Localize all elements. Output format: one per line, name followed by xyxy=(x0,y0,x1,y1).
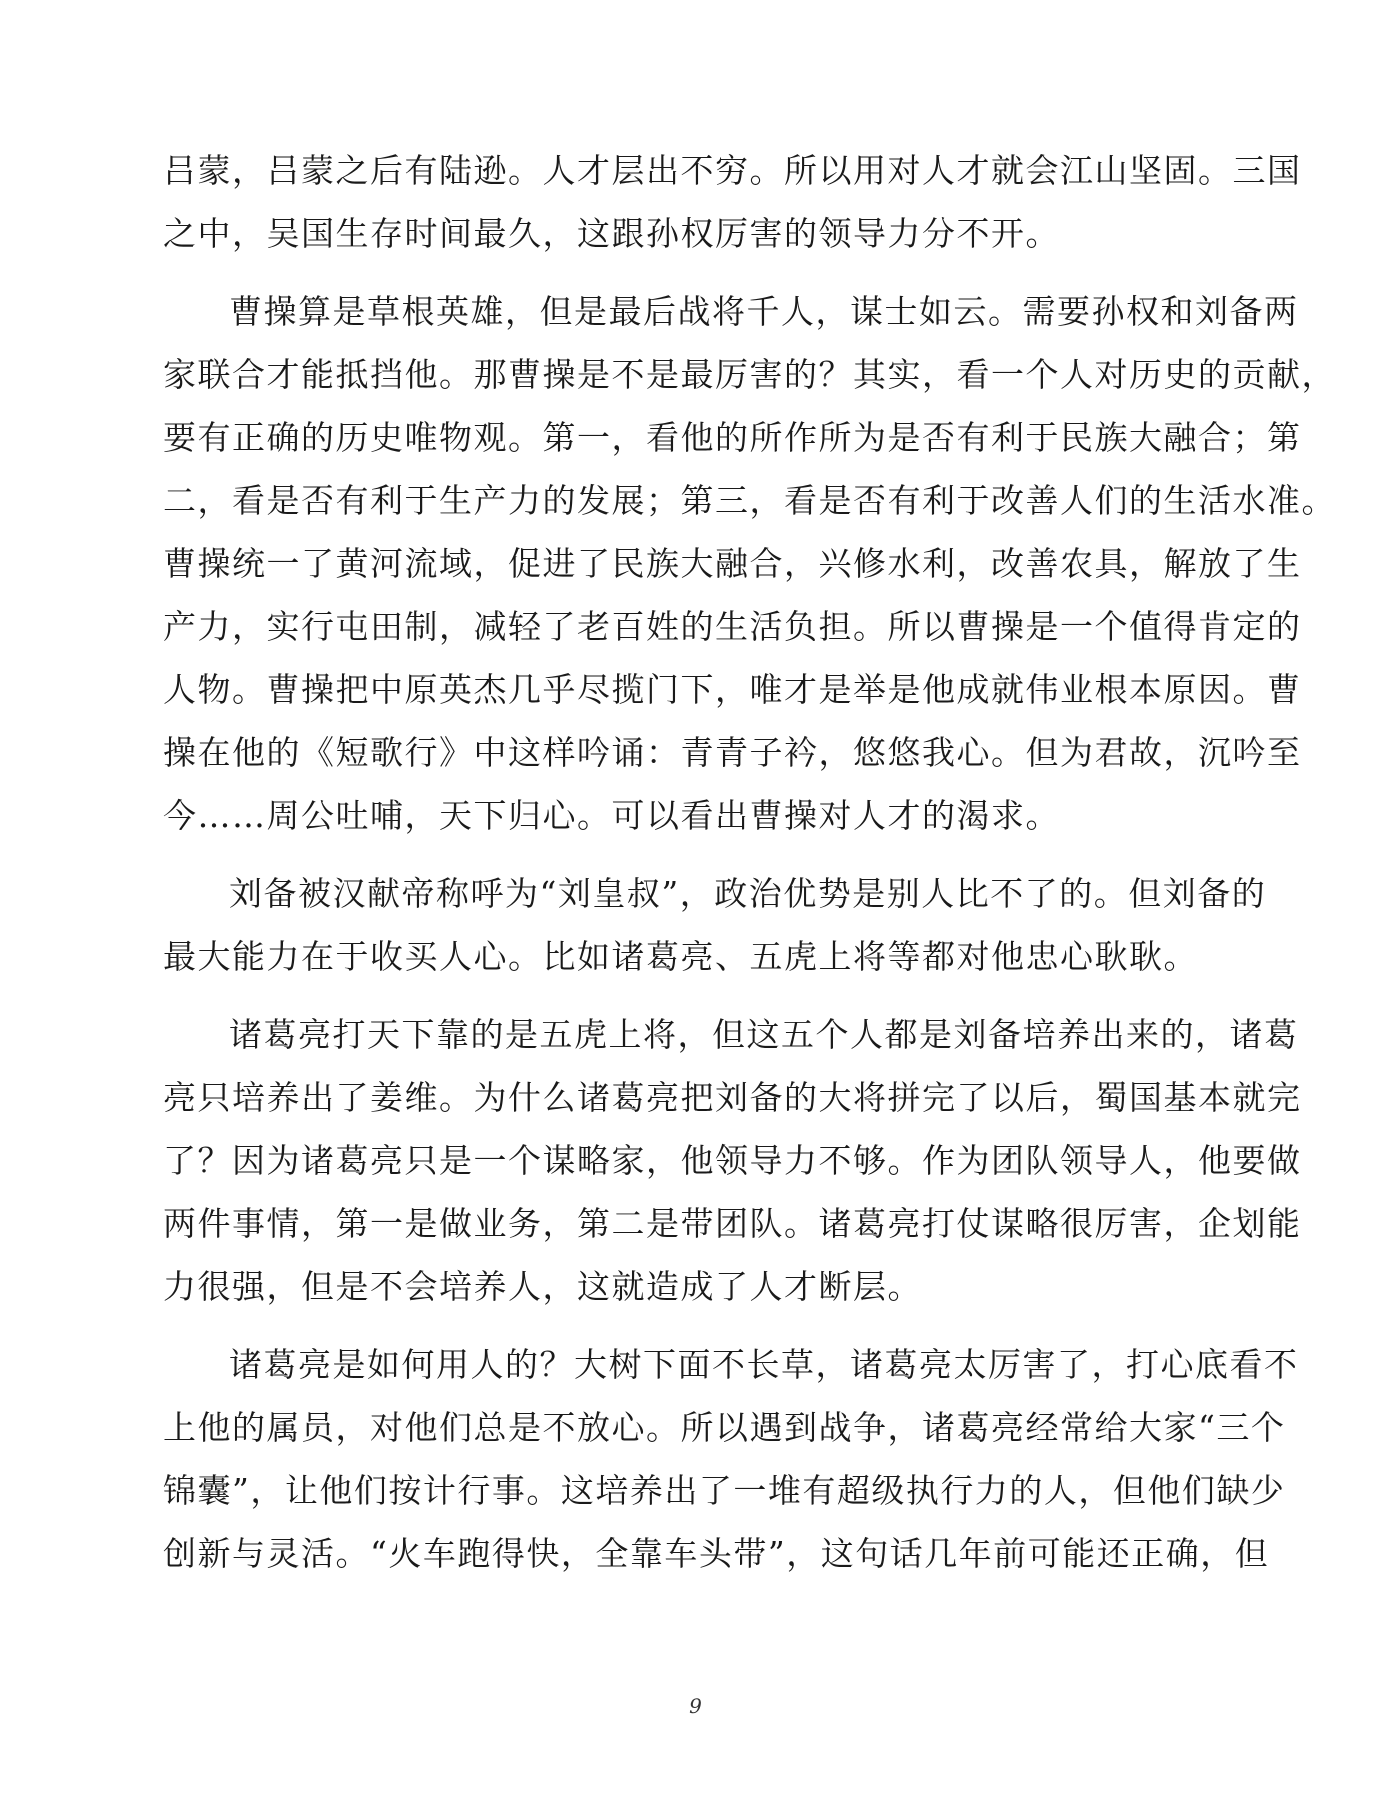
text-line: 刘备被汉献帝称呼为“刘皇叔”，政治优势是别人比不了的。但刘备的 xyxy=(229,874,1267,913)
text-line: 两件事情，第一是做业务，第二是带团队。诸葛亮打仗谋略很厉害，企划能 xyxy=(163,1204,1302,1243)
paragraph xyxy=(163,1345,1299,1573)
text-line: 最大能力在于收买人心。比如诸葛亮、五虎上将等都对他忠心耿耿。 xyxy=(163,937,1198,976)
text-line: 力很强，但是不会培养人，这就造成了人才断层。 xyxy=(163,1267,922,1306)
text-line: 今……周公吐哺，天下归心。可以看出曹操对人才的渴求。 xyxy=(163,796,1060,835)
text-line: 诸葛亮是如何用人的？大树下面不长草，诸葛亮太厉害了，打心底看不 xyxy=(229,1345,1299,1384)
page-number: 9 xyxy=(689,1694,702,1718)
text-line: 了？因为诸葛亮只是一个谋略家，他领导力不够。作为团队领导人，他要做 xyxy=(163,1141,1302,1180)
text-line: 人物。曹操把中原英杰几乎尽揽门下，唯才是举是他成就伟业根本原因。曹 xyxy=(163,670,1302,709)
text-line: 之中，吴国生存时间最久，这跟孙权厉害的领导力分不开。 xyxy=(163,214,1060,253)
text-line: 诸葛亮打天下靠的是五虎上将，但这五个人都是刘备培养出来的，诸葛 xyxy=(229,1015,1299,1054)
text-line: 曹操统一了黄河流域，促进了民族大融合，兴修水利，改善农具，解放了生 xyxy=(163,544,1302,583)
paragraph xyxy=(163,151,1302,253)
body-text xyxy=(163,151,1336,1573)
text-line: 吕蒙，吕蒙之后有陆逊。人才层出不穷。所以用对人才就会江山坚固。三国 xyxy=(163,151,1302,190)
text-line: 创新与灵活。“火车跑得快，全靠车头带”，这句话几年前可能还正确，但 xyxy=(163,1534,1270,1573)
text-line: 家联合才能抵挡他。那曹操是不是最厉害的？其实，看一个人对历史的贡献， xyxy=(163,355,1336,394)
text-line: 二，看是否有利于生产力的发展；第三，看是否有利于改善人们的生活水准。 xyxy=(163,481,1336,520)
text-line: 产力，实行屯田制，减轻了老百姓的生活负担。所以曹操是一个值得肯定的 xyxy=(163,607,1302,646)
text-line: 曹操算是草根英雄，但是最后战将千人，谋士如云。需要孙权和刘备两 xyxy=(229,292,1299,331)
text-line: 上他的属员，对他们总是不放心。所以遇到战争，诸葛亮经常给大家“三个 xyxy=(163,1408,1286,1447)
text-line: 锦囊”，让他们按计行事。这培养出了一堆有超级执行力的人，但他们缺少 xyxy=(163,1471,1286,1510)
paragraph xyxy=(163,874,1267,976)
text-line: 操在他的《短歌行》中这样吟诵：青青子衿，悠悠我心。但为君故，沉吟至 xyxy=(163,733,1302,772)
paragraph xyxy=(163,292,1336,835)
text-line: 要有正确的历史唯物观。第一，看他的所作所为是否有利于民族大融合；第 xyxy=(163,418,1302,457)
paragraph xyxy=(163,1015,1302,1306)
text-line: 亮只培养出了姜维。为什么诸葛亮把刘备的大将拼完了以后，蜀国基本就完 xyxy=(163,1078,1302,1117)
